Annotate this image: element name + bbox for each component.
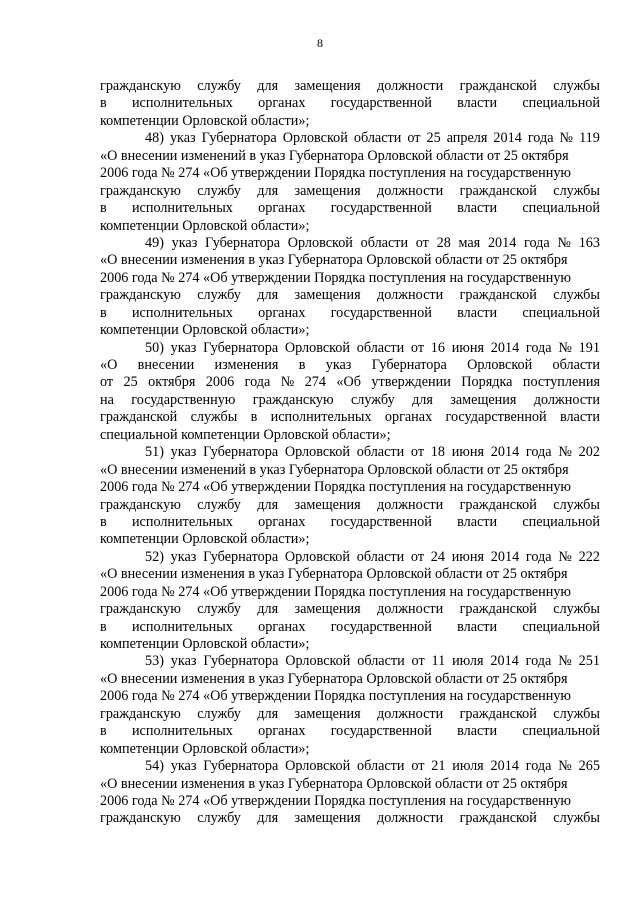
- word: в: [100, 723, 107, 740]
- word: службы: [553, 78, 600, 94]
- text-line: [100, 514, 600, 531]
- word: службы: [553, 601, 600, 618]
- word: №: [558, 339, 572, 356]
- word: для: [257, 182, 279, 199]
- word: 53): [145, 653, 164, 670]
- word: для: [257, 705, 279, 722]
- word: исполнительных: [131, 723, 233, 740]
- word: государственной: [330, 723, 432, 740]
- word: службы: [553, 182, 600, 199]
- word: №: [558, 444, 572, 461]
- word: «О: [100, 357, 118, 373]
- word: исполнительных: [131, 95, 233, 112]
- word: исполнительных: [270, 409, 372, 426]
- word: указ: [170, 339, 197, 356]
- document-body: [100, 78, 600, 828]
- text-line: [100, 287, 600, 304]
- word: поступления: [522, 374, 600, 391]
- word: специальной: [522, 304, 600, 321]
- text-line: «О внесении изменения в указ Губернатора Орловской области от 25 октября: [100, 252, 568, 269]
- word: 2006: [205, 374, 235, 391]
- word: указ: [170, 653, 197, 670]
- word: службу: [197, 287, 241, 304]
- text-line: [100, 130, 600, 147]
- word: 119: [579, 130, 600, 147]
- word: 24: [430, 548, 445, 565]
- word: государственной: [330, 304, 432, 321]
- word: специальной: [522, 513, 600, 530]
- word: гражданской: [459, 810, 537, 827]
- word: замещения: [450, 391, 517, 408]
- word: указ: [171, 234, 198, 251]
- word: должности: [533, 391, 600, 408]
- page-number: 8: [317, 36, 323, 50]
- text-line: 2006 года № 274 «Об утверждении Порядка поступления на государственную: [100, 269, 572, 286]
- word: должности: [377, 705, 444, 722]
- text-line: «О внесении изменений в указ Губернатора Орловской области от 25 октября: [100, 147, 569, 164]
- word: года: [244, 374, 271, 391]
- word: года: [525, 444, 552, 461]
- word: для: [257, 810, 279, 827]
- word: на: [100, 391, 114, 408]
- word: органах: [258, 200, 306, 217]
- text-line: [100, 601, 600, 618]
- word: службу: [351, 391, 395, 408]
- word: гражданской: [459, 705, 537, 722]
- text-line: [100, 758, 600, 775]
- word: службу: [197, 705, 241, 722]
- word: Орловской: [284, 548, 350, 565]
- word: области: [356, 444, 405, 461]
- word: в: [298, 357, 306, 373]
- text-line: [100, 619, 600, 636]
- text-line: [100, 549, 600, 566]
- word: 2014: [493, 130, 522, 147]
- word: 2014: [487, 234, 517, 251]
- word: от: [410, 548, 425, 565]
- word: органах: [258, 95, 306, 112]
- word: службу: [197, 182, 241, 199]
- word: от: [411, 758, 425, 775]
- word: службу: [197, 810, 241, 827]
- word: 51): [145, 444, 164, 461]
- word: специальной: [522, 723, 600, 740]
- word: Губернатора: [371, 357, 447, 373]
- word: 11: [431, 653, 446, 670]
- word: от: [407, 130, 421, 147]
- word: №: [557, 234, 571, 251]
- word: 163: [578, 234, 600, 251]
- word: замещения: [294, 705, 361, 722]
- word: государственной: [445, 409, 547, 426]
- word: гражданскую: [100, 705, 181, 722]
- text-line: компетенции Орловской области»;: [100, 217, 310, 234]
- word: 49): [145, 234, 164, 251]
- word: 2014: [490, 758, 519, 775]
- word: должности: [377, 810, 444, 827]
- word: июля: [452, 653, 484, 670]
- word: замещения: [294, 287, 361, 304]
- word: №: [559, 130, 574, 147]
- word: органах: [258, 513, 306, 530]
- word: власти: [559, 409, 600, 426]
- word: исполнительных: [131, 200, 233, 217]
- word: области: [360, 234, 409, 251]
- word: внесении: [137, 357, 195, 373]
- text-line: [100, 235, 600, 252]
- word: должности: [377, 287, 444, 304]
- word: 2014: [490, 339, 520, 356]
- word: власти: [457, 304, 498, 321]
- word: 274: [304, 374, 326, 391]
- word: 21: [431, 758, 446, 775]
- word: органах: [258, 618, 306, 635]
- word: службы: [553, 810, 600, 827]
- word: должности: [377, 496, 444, 513]
- word: гражданской: [459, 287, 537, 304]
- word: специальной: [522, 618, 600, 635]
- text-line: «О внесении изменения в указ Губернатора Орловской области от 25 октября: [100, 670, 568, 687]
- word: в: [100, 513, 107, 530]
- word: власти: [457, 95, 498, 112]
- text-line: компетенции Орловской области»;: [100, 636, 310, 652]
- word: должности: [377, 601, 444, 618]
- word: органах: [258, 723, 306, 740]
- word: для: [257, 496, 279, 513]
- word: 18: [430, 444, 445, 461]
- word: Орловской: [285, 653, 351, 670]
- word: года: [524, 234, 550, 251]
- word: апреля: [446, 130, 488, 147]
- text-line: компетенции Орловской области»;: [100, 112, 310, 129]
- word: года: [525, 653, 552, 670]
- word: от: [411, 653, 425, 670]
- word: в: [250, 409, 258, 426]
- word: службы: [553, 705, 600, 722]
- text-line: [100, 200, 600, 217]
- word: службы: [553, 496, 600, 513]
- word: июня: [451, 548, 485, 565]
- word: Орловской: [285, 758, 351, 775]
- word: в: [100, 95, 107, 112]
- text-line: [100, 374, 600, 391]
- word: замещения: [294, 78, 361, 94]
- word: Орловской: [284, 339, 350, 356]
- text-line: специальной компетенции Орловской области»;: [100, 426, 391, 443]
- word: указ: [325, 357, 352, 373]
- word: службы: [190, 409, 238, 426]
- word: службу: [197, 78, 241, 94]
- word: специальной: [522, 200, 600, 217]
- word: в: [100, 618, 107, 635]
- word: от: [410, 339, 425, 356]
- word: для: [257, 78, 279, 94]
- word: 25: [426, 130, 441, 147]
- word: №: [558, 758, 572, 775]
- word: власти: [457, 618, 498, 635]
- word: исполнительных: [131, 513, 233, 530]
- word: власти: [457, 723, 498, 740]
- word: замещения: [294, 182, 361, 199]
- word: области: [353, 130, 402, 147]
- word: замещения: [294, 810, 361, 827]
- word: для: [257, 287, 279, 304]
- word: июля: [452, 758, 484, 775]
- word: 25: [123, 374, 138, 391]
- word: гражданскую: [100, 496, 181, 513]
- word: Орловской: [282, 130, 348, 147]
- text-line: [100, 706, 600, 723]
- word: указ: [170, 444, 197, 461]
- word: власти: [457, 200, 498, 217]
- word: специальной: [522, 95, 600, 112]
- word: гражданскую: [100, 287, 181, 304]
- word: Губернатора: [203, 444, 279, 461]
- word: исполнительных: [131, 304, 233, 321]
- text-line: [100, 653, 600, 670]
- word: от: [415, 234, 429, 251]
- word: июня: [451, 444, 485, 461]
- word: изменения: [214, 357, 279, 373]
- word: гражданской: [459, 78, 537, 94]
- word: в: [100, 200, 107, 217]
- word: Губернатора: [201, 130, 277, 147]
- word: 265: [578, 758, 600, 775]
- text-line: [100, 183, 600, 200]
- text-line: 2006 года № 274 «Об утверждении Порядка поступления на государственную: [100, 688, 572, 705]
- text-line: 2006 года № 274 «Об утверждении Порядка поступления на государственную: [100, 792, 572, 809]
- word: государственной: [330, 618, 432, 635]
- word: утверждении: [371, 374, 451, 391]
- word: органах: [258, 304, 306, 321]
- word: года: [525, 339, 552, 356]
- word: для: [412, 391, 433, 408]
- word: 50): [145, 339, 164, 356]
- word: июня: [451, 339, 485, 356]
- word: гражданской: [459, 496, 537, 513]
- word: области: [357, 653, 405, 670]
- text-line: компетенции Орловской области»;: [100, 531, 310, 548]
- word: от: [410, 444, 425, 461]
- word: области: [356, 339, 405, 356]
- word: 54): [145, 758, 164, 775]
- word: государственной: [330, 513, 432, 530]
- text-line: [100, 340, 600, 357]
- word: службу: [197, 601, 241, 618]
- text-line: «О внесении изменений в указ Губернатора Орловской области от 25 октября: [100, 461, 569, 478]
- word: октября: [148, 374, 196, 391]
- word: Орловской: [287, 234, 353, 251]
- word: указ: [169, 130, 196, 147]
- word: для: [257, 601, 279, 618]
- word: Губернатора: [205, 234, 281, 251]
- word: №: [280, 374, 295, 391]
- word: гражданскую: [100, 78, 181, 94]
- word: области: [552, 357, 600, 373]
- word: области: [356, 548, 405, 565]
- text-line: 2006 года № 274 «Об утверждении Порядка поступления на государственную: [100, 165, 572, 182]
- word: Орловской: [467, 357, 533, 373]
- word: области: [357, 758, 405, 775]
- text-line: 2006 года № 274 «Об утверждении Порядка поступления на государственную: [100, 583, 572, 600]
- word: гражданской: [459, 601, 537, 618]
- text-line: [100, 497, 600, 514]
- word: должности: [377, 78, 444, 94]
- word: гражданской: [459, 182, 537, 199]
- word: исполнительных: [131, 618, 233, 635]
- text-line: [100, 78, 600, 95]
- word: 222: [578, 548, 600, 565]
- word: 2014: [490, 548, 520, 565]
- word: 28: [436, 234, 451, 251]
- text-line: «О внесении изменения в указ Губернатора Орловской области от 25 октября: [100, 566, 568, 583]
- word: 2014: [490, 653, 519, 670]
- word: службы: [553, 287, 600, 304]
- text-line: «О внесении изменения в указ Губернатора Орловской области от 25 октября: [100, 775, 568, 792]
- word: власти: [457, 513, 498, 530]
- text-line: [100, 723, 600, 740]
- word: указ: [170, 548, 197, 565]
- text-line: [100, 409, 600, 426]
- word: 52): [145, 548, 164, 565]
- word: года: [525, 758, 552, 775]
- word: Губернатора: [203, 758, 279, 775]
- word: 48): [145, 130, 164, 147]
- word: 2014: [490, 444, 520, 461]
- word: от: [100, 374, 114, 391]
- word: органах: [384, 409, 433, 426]
- word: замещения: [294, 601, 361, 618]
- word: года: [527, 130, 554, 147]
- text-line: [100, 444, 600, 461]
- word: Губернатора: [203, 548, 279, 565]
- word: государственную: [131, 391, 236, 408]
- text-line: [100, 357, 600, 374]
- word: службу: [197, 496, 241, 513]
- text-line: 2006 года № 274 «Об утверждении Порядка поступления на государственную: [100, 479, 572, 496]
- text-line: компетенции Орловской области»;: [100, 740, 310, 757]
- word: 191: [578, 339, 600, 356]
- word: 16: [430, 339, 445, 356]
- word: гражданскую: [252, 391, 334, 408]
- text-line: [100, 810, 600, 827]
- text-line: [100, 95, 600, 112]
- word: 251: [578, 653, 600, 670]
- word: Орловской: [284, 444, 350, 461]
- word: замещения: [294, 496, 361, 513]
- word: государственной: [330, 95, 432, 112]
- word: «Об: [336, 374, 361, 391]
- text-line: [100, 305, 600, 322]
- text-line: [100, 392, 600, 409]
- word: Губернатора: [203, 653, 279, 670]
- text-line: компетенции Орловской области»;: [100, 322, 310, 339]
- word: гражданскую: [100, 601, 181, 618]
- word: мая: [458, 234, 481, 251]
- word: в: [100, 304, 107, 321]
- word: гражданскую: [100, 810, 181, 827]
- word: должности: [377, 182, 444, 199]
- word: гражданскую: [100, 182, 181, 199]
- word: 202: [578, 444, 600, 461]
- word: Порядка: [461, 374, 513, 391]
- word: гражданской: [100, 409, 178, 426]
- word: №: [558, 548, 572, 565]
- word: №: [558, 653, 572, 670]
- word: государственной: [330, 200, 432, 217]
- word: года: [525, 548, 552, 565]
- word: указ: [170, 758, 197, 775]
- word: Губернатора: [203, 339, 279, 356]
